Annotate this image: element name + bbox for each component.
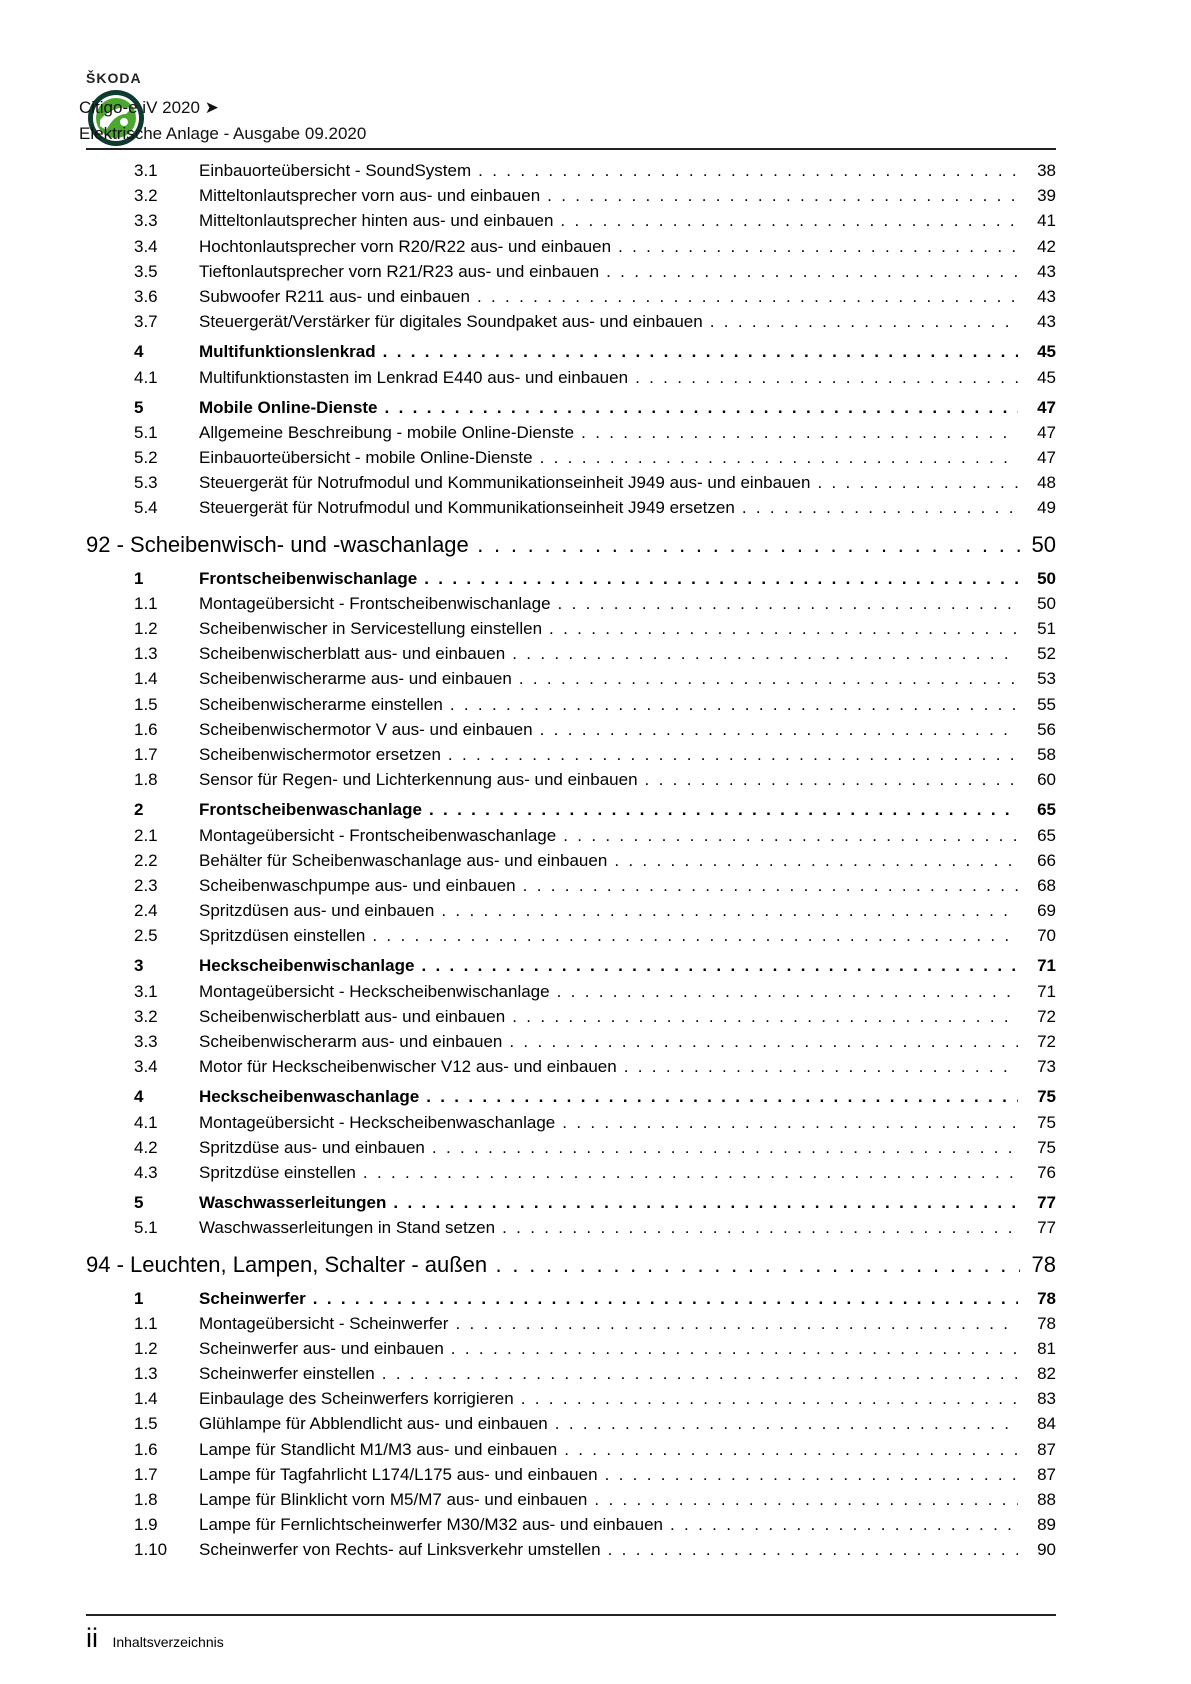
toc-entry-row[interactable] [86,1537,1056,1562]
toc-number: 5.4 [134,498,158,518]
document-title: Citigo-e iV 2020 ➤ [79,98,219,117]
toc-page-number: 45 [1037,342,1056,362]
toc-chapter-row[interactable] [86,1084,1056,1109]
toc-entry-row[interactable] [86,309,1056,334]
toc-number: 3.1 [134,161,158,180]
brand-wordmark: ŠKODA [86,70,142,86]
toc-page-number: 50 [1037,568,1056,588]
toc-title: Multifunktionslenkrad . . . [199,342,1018,362]
toc-title: Spritzdüsen aus- und einbauen . . . [199,901,1018,921]
toc-title: Steuergerät für Notrufmodul und Kommunikationseinheit J949 aus- und einbauen . . . [199,473,1018,493]
toc-number: 1.6 [134,719,158,739]
toc-entry-row[interactable] [86,1361,1056,1386]
toc-page-number: 72 [1037,1032,1056,1051]
header-divider [86,148,1056,150]
toc-page-number: 56 [1037,719,1056,739]
toc-title: Mitteltonlautsprecher hinten aus- und einbauen . . . [199,211,1018,231]
toc-number: 1.10 [134,1540,168,1560]
table-of-contents [86,158,1056,1563]
toc-page-number: 41 [1037,211,1056,231]
toc-title: Allgemeine Beschreibung - mobile Online-Dienste . . . [199,423,1018,443]
toc-number: 1.8 [134,1490,158,1509]
toc-page-number: 75 [1037,1137,1056,1157]
toc-page-number: 50 [1031,531,1056,557]
toc-number: 1.4 [134,1389,158,1409]
toc-page-number: 69 [1037,901,1056,921]
toc-title: Lampe für Standlicht M1/M3 aus- und einbauen . . . [199,1440,1018,1460]
toc-page-number: 47 [1037,397,1056,417]
toc-number: 1.9 [134,1515,158,1535]
toc-number: 3.2 [134,186,158,206]
footer-divider [86,1614,1056,1616]
toc-title: Behälter für Scheibenwaschanlage aus- und einbauen . . . [199,851,1018,871]
toc-number: 5.3 [134,473,158,493]
toc-number: 3.3 [134,1032,158,1051]
toc-number: 5.1 [134,1218,158,1238]
toc-page-number: 55 [1037,694,1056,714]
toc-title: Frontscheibenwischanlage . . . [199,569,1018,589]
toc-title: Waschwasserleitungen in Stand setzen . . . [199,1218,1018,1238]
toc-title: Mobile Online-Dienste . . . [199,398,1018,418]
toc-title: Multifunktionstasten im Lenkrad E440 aus- und einbauen . . . [199,368,1018,388]
toc-title: Scheinwerfer aus- und einbauen . . . [199,1339,1018,1359]
toc-title: Montageübersicht - Heckscheibenwischanlage . . . [199,982,1018,1002]
toc-page-number: 65 [1037,800,1056,820]
toc-title: Spritzdüse aus- und einbauen . . . [199,1138,1018,1158]
toc-number: 2.4 [134,901,158,921]
toc-title: Einbauorteübersicht - SoundSystem . . . [199,161,1018,181]
toc-chapter-row[interactable] [86,797,1056,822]
toc-number: 2.1 [134,825,158,845]
toc-page-number: 58 [1037,744,1056,764]
toc-title: Hochtonlautsprecher vorn R20/R22 aus- und einbauen . . . [199,237,1018,257]
toc-page-number: 47 [1037,448,1056,468]
toc-page-number: 87 [1037,1464,1056,1484]
toc-section-row[interactable] [86,1247,1056,1281]
page-footer [86,1624,224,1652]
toc-page-number: 71 [1037,956,1056,976]
toc-page-number: 49 [1037,498,1056,518]
toc-entry-row[interactable] [86,1386,1056,1411]
toc-title: Steuergerät/Verstärker für digitales Soundpaket aus- und einbauen . . . [199,312,1018,332]
toc-entry-row[interactable] [86,1437,1056,1462]
toc-title: Scheibenwischermotor V aus- und einbauen . . . [199,720,1018,740]
toc-page-number: 43 [1037,312,1056,332]
toc-entry-row[interactable] [86,365,1056,390]
toc-title: Montageübersicht - Heckscheibenwaschanlage . . . [199,1113,1018,1133]
toc-title: Sensor für Regen- und Lichterkennung aus- und einbauen . . . [199,770,1018,790]
toc-page-number: 66 [1037,850,1056,870]
toc-section-row[interactable] [86,527,1056,561]
toc-page-number: 75 [1037,1087,1056,1107]
toc-entry-row[interactable] [86,898,1056,923]
toc-page-number: 48 [1037,473,1056,493]
toc-page-number: 87 [1037,1439,1056,1459]
toc-title: Steuergerät für Notrufmodul und Kommunikationseinheit J949 ersetzen . . . [199,498,1018,518]
toc-title: Frontscheibenwaschanlage . . . [199,800,1018,820]
toc-title: Scheibenwischerarme aus- und einbauen . . . [199,669,1018,689]
toc-entry-row[interactable] [86,284,1056,309]
toc-entry-row[interactable] [86,923,1056,948]
toc-page-number: 42 [1037,236,1056,256]
toc-entry-row[interactable] [86,495,1056,520]
toc-number: 3.2 [134,1006,158,1026]
toc-number: 3.6 [134,286,158,306]
toc-title: Montageübersicht - Scheinwerfer . . . [199,1314,1018,1334]
toc-entry-row[interactable] [86,979,1056,1004]
toc-number: 1.5 [134,1414,158,1434]
toc-number: 4.1 [134,367,158,387]
toc-number: 1.7 [134,1464,158,1484]
toc-title: Subwoofer R211 aus- und einbauen . . . [199,287,1018,307]
toc-page-number: 73 [1037,1057,1056,1077]
toc-title: Scheibenwischermotor ersetzen . . . [199,745,1018,765]
toc-title: Lampe für Fernlichtscheinwerfer M30/M32 aus- und einbauen . . . [199,1515,1018,1535]
toc-title: Spritzdüse einstellen . . . [199,1163,1018,1183]
toc-title: Heckscheibenwischanlage . . . [199,956,1018,976]
toc-number: 1.3 [134,644,158,664]
toc-number: 4 [134,342,144,362]
toc-title: Montageübersicht - Frontscheibenwischanlage . . . [199,594,1018,614]
toc-entry-row[interactable] [86,1135,1056,1160]
toc-number: 1.4 [134,669,158,689]
toc-chapter-row[interactable] [86,1286,1056,1311]
toc-entry-row[interactable] [86,208,1056,233]
toc-title: Glühlampe für Abblendlicht aus- und einbauen . . . [199,1414,1018,1434]
toc-number: 3.4 [134,1057,158,1077]
toc-entry-row[interactable] [86,692,1056,717]
toc-page-number: 84 [1037,1414,1056,1434]
toc-page-number: 52 [1037,644,1056,664]
toc-entry-row[interactable] [86,1054,1056,1079]
toc-chapter-row[interactable] [86,1190,1056,1215]
toc-number: 4 [134,1087,144,1107]
toc-number: 1.6 [134,1439,158,1459]
toc-number: 1.2 [134,619,158,638]
toc-page-number: 78 [1031,1251,1056,1277]
toc-number: 4.2 [134,1137,158,1157]
toc-title: Einbaulage des Scheinwerfers korrigieren . . . [199,1389,1018,1409]
toc-title: Lampe für Blinklicht vorn M5/M7 aus- und einbauen . . . [199,1490,1018,1510]
toc-number: 3.7 [134,312,158,332]
toc-page-number: 51 [1037,619,1056,638]
toc-chapter-row[interactable] [86,395,1056,420]
toc-entry-row[interactable] [86,666,1056,691]
toc-number: 1.2 [134,1338,158,1358]
toc-number: 4.3 [134,1162,158,1182]
toc-page-number: 88 [1037,1490,1056,1509]
toc-entry-row[interactable] [86,616,1056,641]
toc-entry-row[interactable] [86,1215,1056,1240]
toc-number: 1.3 [134,1364,158,1384]
toc-entry-row[interactable] [86,1411,1056,1436]
toc-page-number: 65 [1037,825,1056,845]
toc-number: 1.7 [134,744,158,764]
toc-number: 3 [134,956,144,976]
toc-title: Tieftonlautsprecher vorn R21/R23 aus- und einbauen . . . [199,262,1018,282]
toc-page-number: 70 [1037,926,1056,946]
toc-number: 2.5 [134,926,158,946]
toc-page-number: 78 [1037,1313,1056,1333]
toc-title: 92 - Scheibenwisch- und -waschanlage . . . [86,532,1020,558]
toc-page-number: 50 [1037,593,1056,613]
toc-number: 5.1 [134,422,158,442]
toc-entry-row[interactable] [86,420,1056,445]
toc-page-number: 47 [1037,422,1056,442]
toc-entry-row[interactable] [86,641,1056,666]
toc-number: 4.1 [134,1112,158,1132]
toc-title: Scheibenwischerblatt aus- und einbauen . . . [199,1007,1018,1027]
toc-page-number: 75 [1037,1112,1056,1132]
toc-title: Scheibenwischerarme einstellen . . . [199,695,1018,715]
toc-number: 1.1 [134,593,158,613]
toc-page-number: 90 [1037,1540,1056,1560]
toc-number: 3.4 [134,236,158,256]
toc-page-number: 60 [1037,770,1056,790]
toc-number: 1 [134,1288,144,1308]
toc-number: 2 [134,800,144,820]
toc-entry-row[interactable] [86,1110,1056,1135]
toc-title: Heckscheibenwaschanlage . . . [199,1087,1018,1107]
toc-page-number: 77 [1037,1193,1056,1213]
toc-entry-row[interactable] [86,259,1056,284]
toc-title: Waschwasserleitungen . . . [199,1193,1018,1213]
toc-title: Scheinwerfer einstellen . . . [199,1364,1018,1384]
toc-page-number: 39 [1037,186,1056,206]
toc-entry-row[interactable] [86,183,1056,208]
toc-title: Einbauorteübersicht - mobile Online-Dienste . . . [199,448,1018,468]
toc-number: 2.2 [134,850,158,870]
toc-chapter-row[interactable] [86,566,1056,591]
toc-entry-row[interactable] [86,1512,1056,1537]
toc-entry-row[interactable] [86,823,1056,848]
toc-title: Scheibenwischer in Servicestellung einstellen . . . [199,619,1018,639]
toc-number: 1 [134,568,144,588]
toc-title: Lampe für Tagfahrlicht L174/L175 aus- und einbauen . . . [199,1465,1018,1485]
toc-entry-row[interactable] [86,234,1056,259]
toc-entry-row[interactable] [86,1336,1056,1361]
toc-page-number: 43 [1037,261,1056,281]
toc-page-number: 77 [1037,1218,1056,1238]
toc-entry-row[interactable] [86,1311,1056,1336]
toc-page-number: 81 [1037,1338,1056,1358]
toc-number: 5.2 [134,448,158,468]
toc-title: Scheibenwischerarm aus- und einbauen . . . [199,1032,1018,1052]
toc-entry-row[interactable] [86,767,1056,792]
toc-title: Mitteltonlautsprecher vorn aus- und einbauen . . . [199,186,1018,206]
toc-page-number: 53 [1037,669,1056,689]
toc-title: Scheibenwischerblatt aus- und einbauen . . . [199,644,1018,664]
toc-entry-row[interactable] [86,1462,1056,1487]
toc-entry-row[interactable] [86,1004,1056,1029]
toc-entry-row[interactable] [86,445,1056,470]
toc-number: 3.3 [134,211,158,231]
toc-page-number: 38 [1037,161,1056,180]
toc-page-number: 43 [1037,286,1056,306]
toc-number: 1.5 [134,694,158,714]
toc-number: 1.8 [134,770,158,790]
toc-entry-row[interactable] [86,1160,1056,1185]
toc-entry-row[interactable] [86,1029,1056,1054]
toc-title: Motor für Heckscheibenwischer V12 aus- und einbauen . . . [199,1057,1018,1077]
toc-page-number: 82 [1037,1364,1056,1384]
toc-title: Montageübersicht - Frontscheibenwaschanlage . . . [199,826,1018,846]
toc-entry-row[interactable] [86,742,1056,767]
toc-entry-row[interactable] [86,591,1056,616]
toc-title: Scheinwerfer von Rechts- auf Linksverkehr umstellen . . . [199,1540,1018,1560]
toc-number: 2.3 [134,875,158,895]
toc-page-number: 68 [1037,875,1056,895]
toc-number: 5 [134,397,144,417]
toc-chapter-row[interactable] [86,953,1056,978]
toc-entry-row[interactable] [86,848,1056,873]
toc-entry-row[interactable] [86,1487,1056,1512]
toc-entry-row[interactable] [86,470,1056,495]
document-subtitle: Elektrische Anlage - Ausgabe 09.2020 [79,124,367,143]
toc-page-number: 72 [1037,1006,1056,1026]
toc-chapter-row[interactable] [86,339,1056,364]
toc-number: 5 [134,1193,144,1213]
toc-page-number: 78 [1037,1288,1056,1308]
toc-page-number: 89 [1037,1515,1056,1535]
toc-title: 94 - Leuchten, Lampen, Schalter - außen . . . [86,1252,1020,1278]
footer-page-number: ii [86,1623,98,1653]
toc-entry-row[interactable] [86,158,1056,183]
toc-entry-row[interactable] [86,873,1056,898]
toc-page-number: 71 [1037,981,1056,1001]
toc-title: Scheibenwaschpumpe aus- und einbauen . . . [199,876,1018,896]
toc-page-number: 45 [1037,367,1056,387]
toc-number: 3.5 [134,261,158,281]
footer-title: Inhaltsverzeichnis [112,1634,224,1650]
toc-entry-row[interactable] [86,717,1056,742]
toc-page-number: 83 [1037,1389,1056,1409]
toc-number: 1.1 [134,1313,158,1333]
toc-title: Spritzdüsen einstellen . . . [199,926,1018,946]
toc-number: 3.1 [134,981,158,1001]
toc-title: Scheinwerfer . . . [199,1289,1018,1309]
toc-page-number: 76 [1037,1162,1056,1182]
